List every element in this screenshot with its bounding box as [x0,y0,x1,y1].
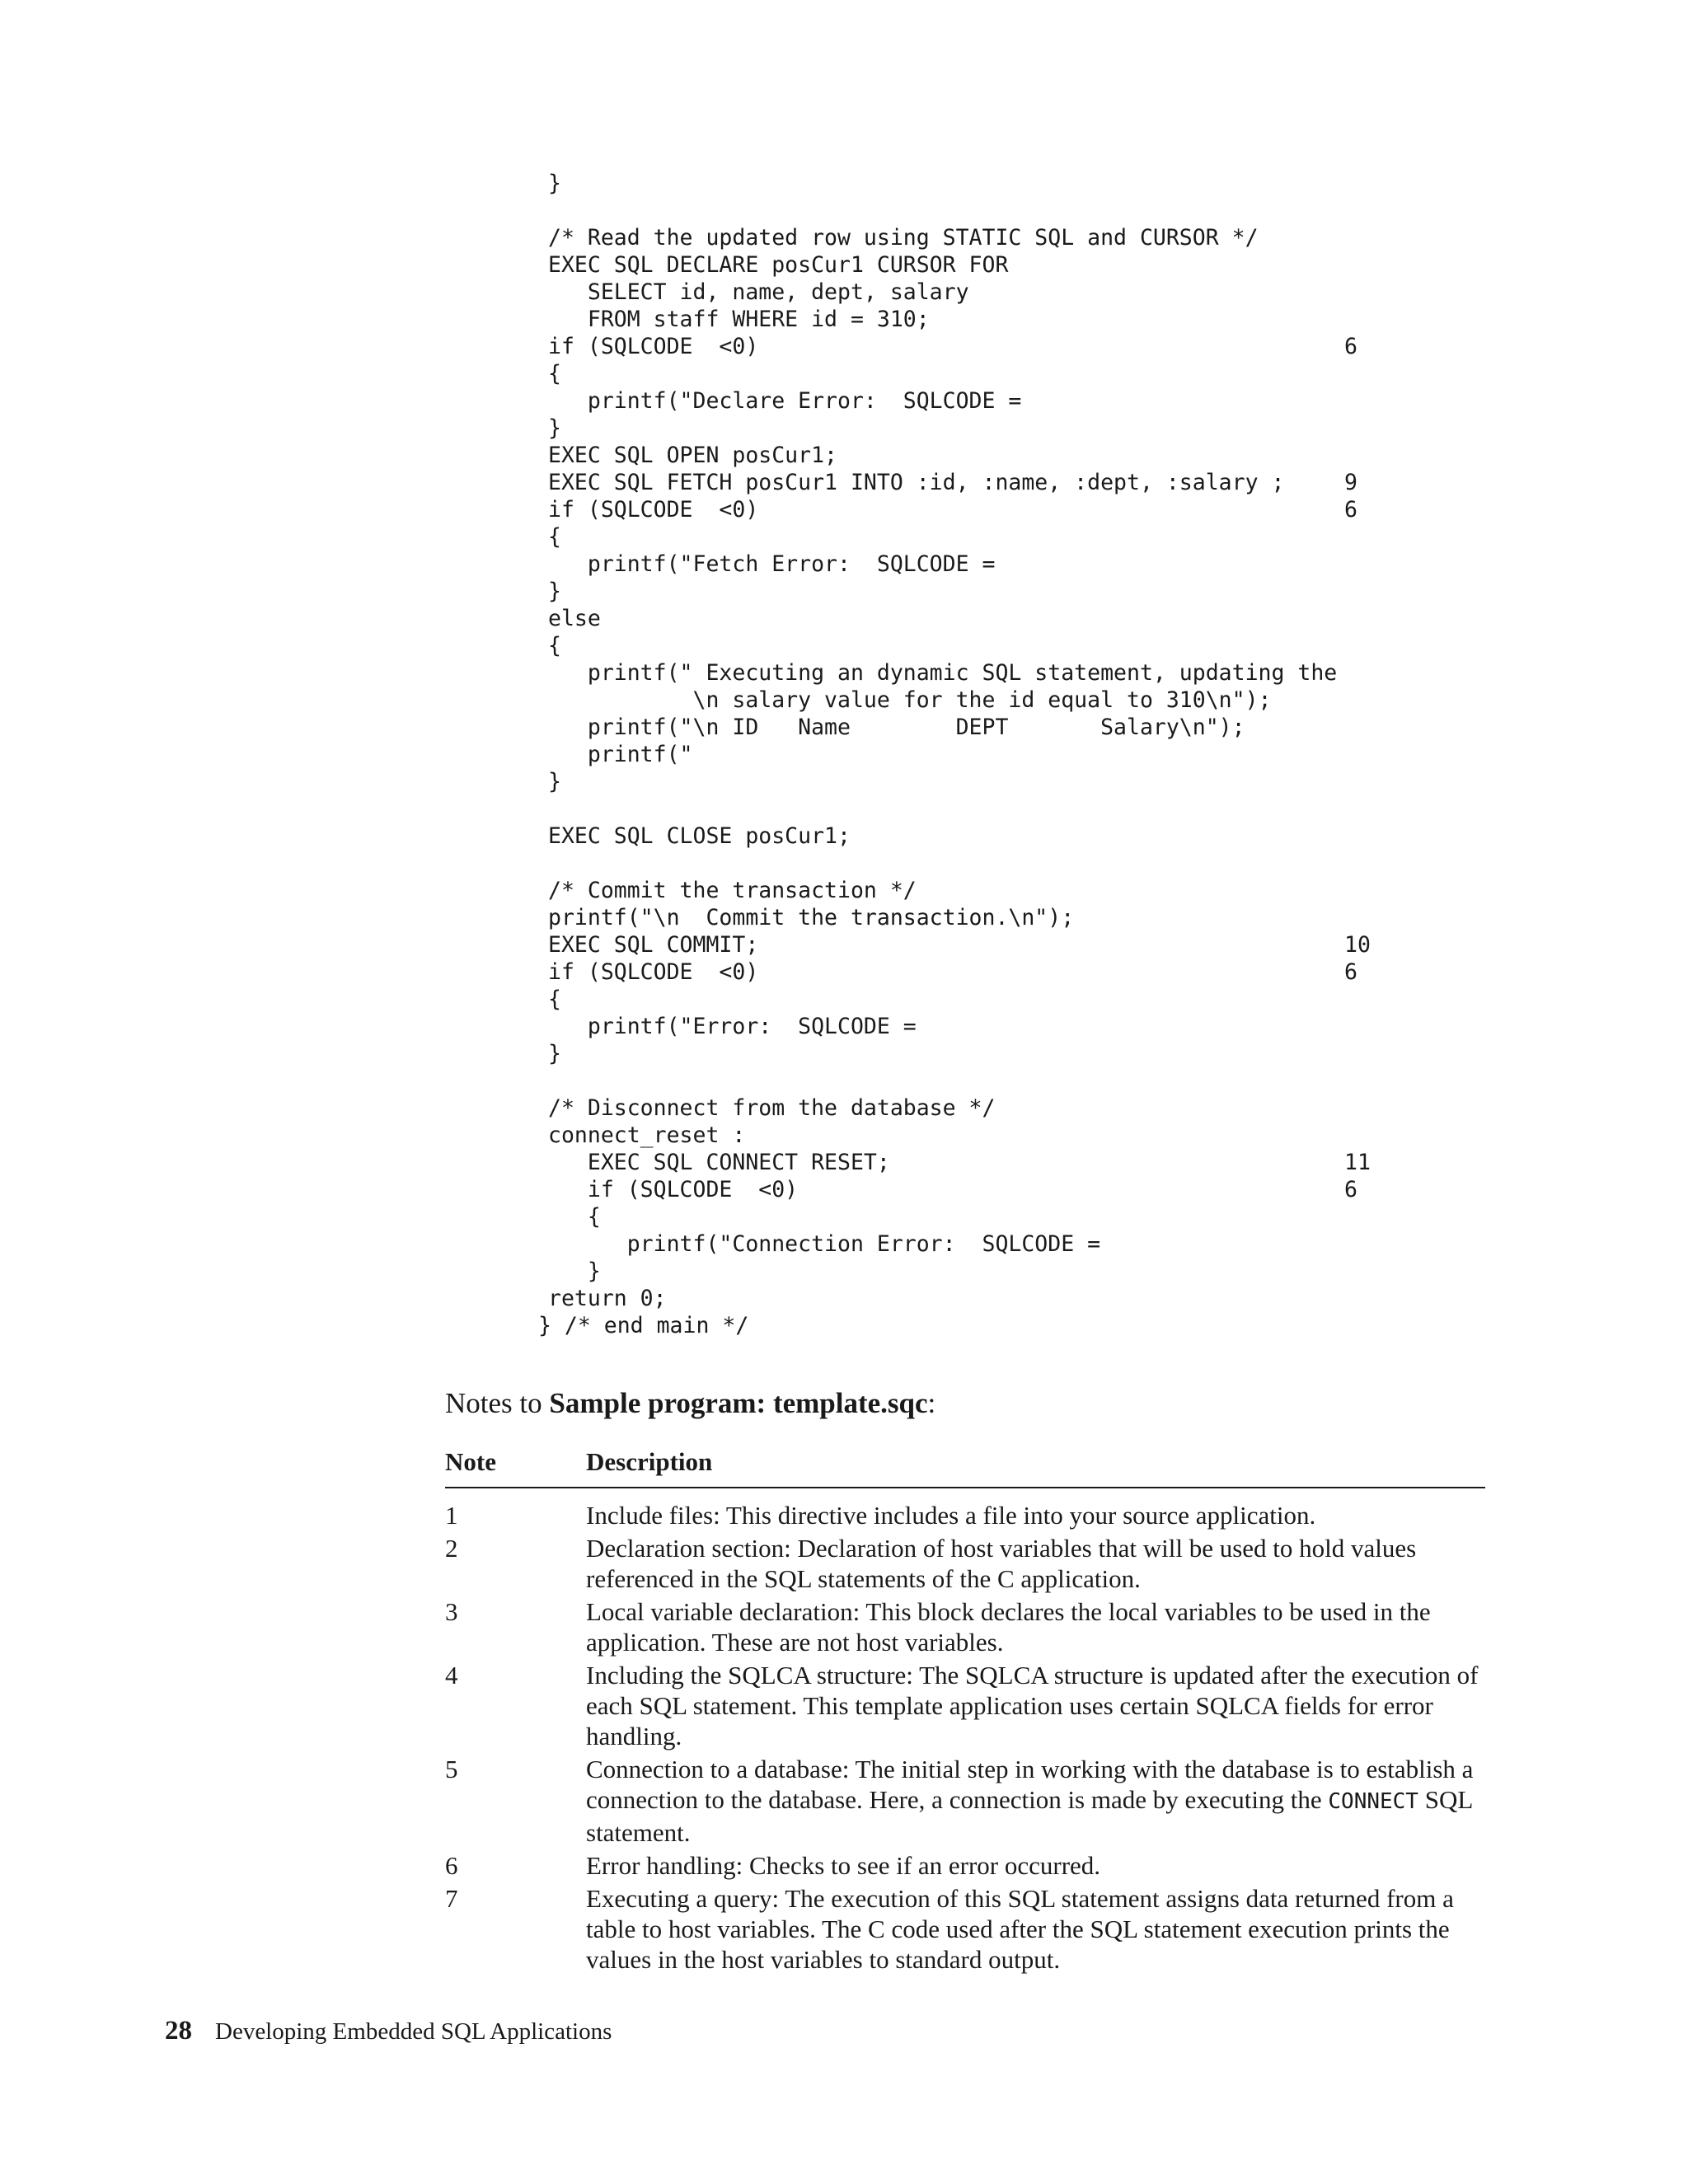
code-line [538,1312,1422,1339]
code-text: printf(" Executing an dynamic SQL statement, updating the [548,660,1338,686]
code-line [548,931,1422,958]
note-description: Including the SQLCA structure: The SQLCA structure is updated after the execution of each SQL statement. This template application uses certain SQLCA fields for error handling. [586,1661,1479,1750]
code-line [548,333,1422,360]
code-text: } [548,579,561,604]
code-text: EXEC SQL CONNECT RESET; [548,1150,890,1175]
code-line [548,986,1422,1013]
note-description: Include files: This directive includes a file into your source application. [586,1501,1316,1530]
code-line [548,1094,1422,1122]
code-note-number: 6 [1344,959,1357,985]
code-note-number: 6 [1344,334,1357,359]
code-text: printf("\n Commit the transaction.\n"); [548,905,1075,930]
code-line [548,469,1422,496]
code-line [548,496,1422,523]
code-line [548,714,1422,741]
note-number: 5 [445,1755,458,1783]
code-text: printf("Fetch Error: SQLCODE = [548,551,996,577]
code-line [548,605,1422,632]
code-line [548,306,1422,333]
code-text: EXEC SQL OPEN posCur1; [548,443,837,468]
code-note-number: 11 [1344,1150,1371,1175]
code-text: return 0; [548,1286,667,1311]
column-header-note: Note [445,1447,496,1476]
code-note-number: 10 [1344,932,1371,958]
note-number: 3 [445,1597,458,1626]
code-text: else [548,606,601,631]
code-line [548,170,1422,197]
code-text: \n salary value for the id equal to 310\n"); [548,687,1272,713]
code-text: { [548,361,561,387]
code-line [548,551,1422,578]
table-row [445,1596,1485,1657]
code-line [548,415,1422,442]
description-text: SQL statement. [586,1785,1473,1847]
code-line [548,442,1422,469]
notes-heading-program: Sample program: template.sqc [549,1387,928,1419]
code-line [548,823,1422,850]
code-text: } [548,415,561,441]
code-line [548,251,1422,279]
code-line [548,850,1422,877]
code-text: /* Commit the transaction */ [548,878,917,903]
code-note-number: 9 [1344,470,1357,495]
code-text: if (SQLCODE <0) [548,497,759,523]
code-text: /* Disconnect from the database */ [548,1095,996,1121]
note-description: Error handling: Checks to see if an error occurred. [586,1851,1101,1880]
table-row [445,1533,1485,1594]
code-line [548,523,1422,551]
code-text: SELECT id, name, dept, salary [548,279,969,305]
code-line [548,741,1422,768]
table-row [445,1850,1485,1881]
code-text: } [548,171,561,196]
note-number: 1 [445,1501,458,1530]
code-text: FROM staff WHERE id = 310; [548,307,930,332]
code-line [548,1013,1422,1040]
table-row [445,1754,1485,1848]
code-text: printf("Declare Error: SQLCODE = [548,388,1022,414]
code-line [548,279,1422,306]
code-text: EXEC SQL CLOSE posCur1; [548,823,851,849]
code-text: /* Read the updated row using STATIC SQL and CURSOR */ [548,225,1259,251]
code-line [548,795,1422,823]
note-number: 6 [445,1851,458,1880]
code-line [548,1040,1422,1067]
note-description [586,1754,1485,1848]
code-text: { [548,987,561,1012]
description-text: Connection to a database: The initial step in working with the database is to establish a connection to the database. Here, a connection is made by executing the [586,1755,1474,1814]
code-line [548,197,1422,224]
code-text: printf(" [548,742,693,767]
code-text: EXEC SQL COMMIT; [548,932,759,958]
code-text: connect_reset : [548,1122,746,1148]
code-text: } [548,1258,601,1284]
code-line [548,768,1422,795]
code-text: } [548,1041,561,1066]
code-listing [538,170,1422,1339]
code-note-number: 6 [1344,1177,1357,1202]
code-text: } /* end main */ [538,1313,749,1338]
note-number: 4 [445,1661,458,1690]
note-description: Declaration section: Declaration of host variables that will be used to hold values referenced in the SQL statements of the C application. [586,1534,1417,1593]
code-line [548,1203,1422,1230]
code-note-number: 6 [1344,497,1357,523]
note-description: Executing a query: The execution of this SQL statement assigns data returned from a table to host variables. The C code used after the SQL statement execution prints the values in the host variables to standard output. [586,1884,1454,1974]
column-header-description: Description [586,1447,713,1476]
code-line [548,360,1422,387]
code-line [548,904,1422,931]
note-number: 2 [445,1534,458,1563]
code-text: EXEC SQL FETCH posCur1 INTO :id, :name, :dept, :salary ; [548,470,1285,495]
code-text: EXEC SQL DECLARE posCur1 CURSOR FOR [548,252,1009,278]
code-line [548,1067,1422,1094]
code-text: if (SQLCODE <0) [548,1177,799,1202]
page-footer [165,2016,612,2046]
code-text: { [548,524,561,550]
notes-table-body [445,1500,1485,1975]
code-line [548,387,1422,415]
notes-heading: Notes to Sample program: template.sqc: [445,1387,936,1419]
code-text: printf("Error: SQLCODE = [548,1014,917,1039]
code-line [548,1258,1422,1285]
code-line [548,659,1422,687]
code-line [548,958,1422,986]
code-line [548,877,1422,904]
table-row [445,1883,1485,1975]
code-text: { [548,1204,601,1230]
code-line [548,578,1422,605]
code-text: printf("Connection Error: SQLCODE = [548,1231,1101,1257]
notes-table-header [445,1446,1485,1488]
code-text: if (SQLCODE <0) [548,334,759,359]
code-line [548,1285,1422,1312]
book-title: Developing Embedded SQL Applications [215,2018,612,2045]
table-row [445,1500,1485,1530]
table-row [445,1660,1485,1751]
code-line [548,1149,1422,1176]
code-text: { [548,633,561,658]
page-number: 28 [165,2016,192,2046]
code-line [548,1176,1422,1203]
notes-table [445,1446,1485,1977]
code-text: printf("\n ID Name DEPT Salary\n"); [548,715,1245,740]
code-line [548,1230,1422,1258]
code-line [548,1122,1422,1149]
note-number: 7 [445,1884,458,1913]
code-line [548,632,1422,659]
code-line [548,224,1422,251]
inline-code: CONNECT [1328,1789,1418,1814]
note-description: Local variable declaration: This block declares the local variables to be used in the application. These are not host variables. [586,1597,1431,1657]
code-text: if (SQLCODE <0) [548,959,759,985]
code-text: } [548,769,561,794]
code-line [548,687,1422,714]
